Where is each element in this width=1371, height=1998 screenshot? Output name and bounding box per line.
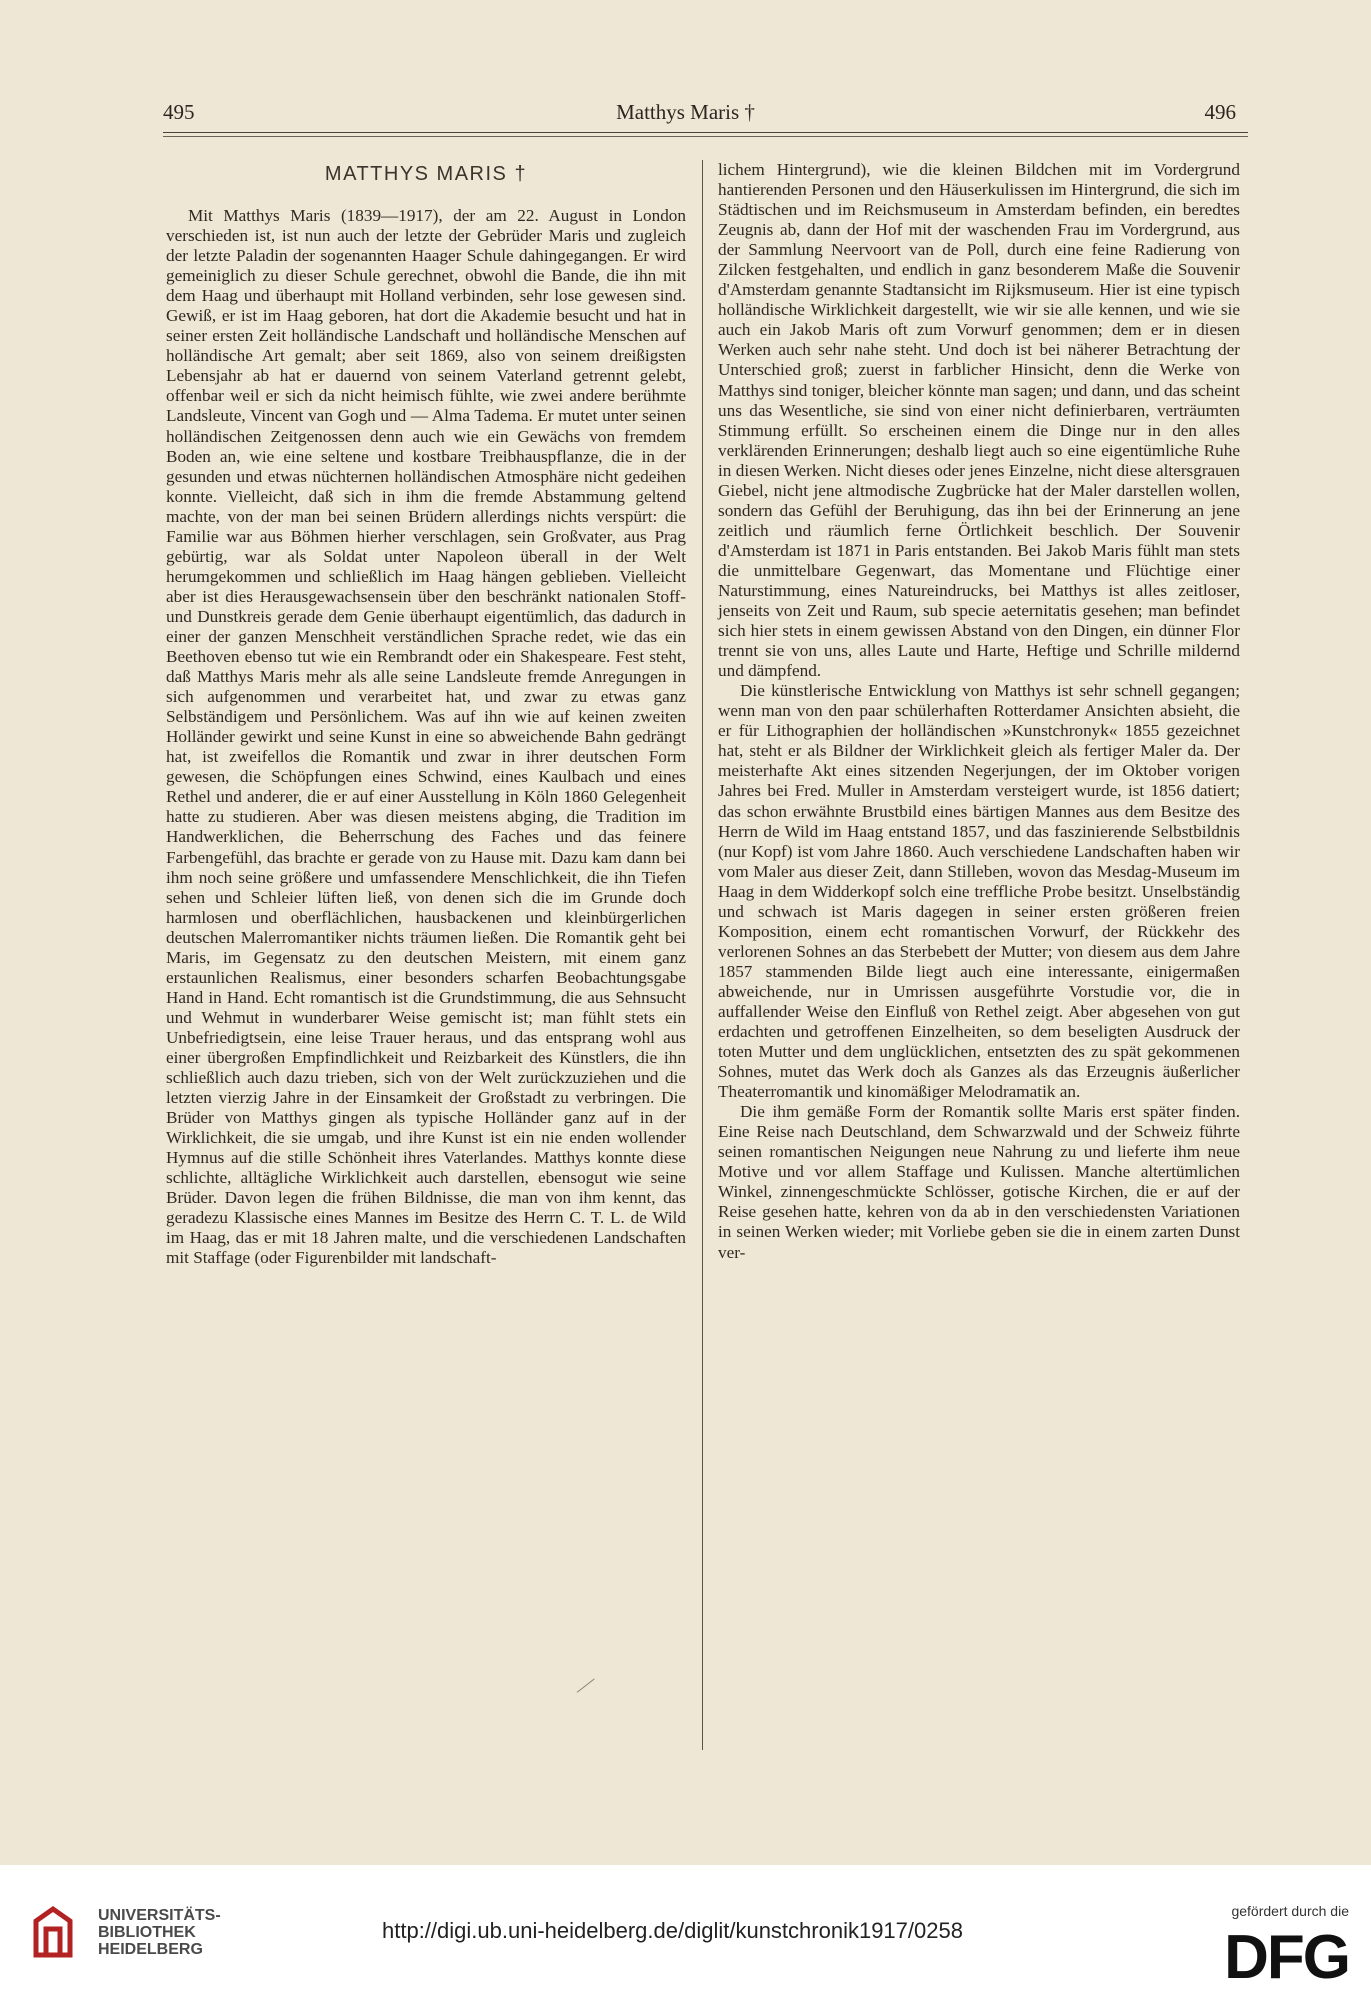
page-number-right: 496 xyxy=(1204,100,1236,124)
sponsor-caption: gefördert durch die xyxy=(1231,1903,1349,1919)
page-number-left: 495 xyxy=(163,100,195,124)
paragraph: lichem Hintergrund), wie die kleinen Bildchen mit im Vordergrund hantierenden Personen und den Häuserkulissen im Hintergrund, die sich im Städtischen und im Reichsmuseum in Amsterdam befinden, ein beredtes Zeugnis ab, dann der Hof mit der waschenden Frau im Vordergrund, aus der Sammlung Neervoort van de Poll, durch eine feine Radierung von Zilcken festgehalten, und endlich in ganz besonderem Maße die Souvenir d'Amsterdam genannte Stadtansicht im Rijksmuseum. Hier ist eine typisch holländische Wirklichkeit dargestellt, wie wir sie alle kennen, und wie sie auch ein Jakob Maris oft zum Vorwurf genommen; dem er in diesen Werken auch sehr nahe steht. Und doch ist bei näherer Betrachtung der Unterschied groß; zuerst in farblicher Hinsicht, denn die Werke von Matthys sind toniger, bleicher könnte man sagen; und dann, und das scheint uns das Wesentliche, sie sind von einer nicht definierbaren, verträumten Stimmung erfüllt. So erscheinen einem die Dinge nur in den alles verklärenden Erinnerungen; deshalb liegt auch so eine eigentümliche Ruhe in diesen Werken. Nicht dieses oder jenes Einzelne, nicht diese altersgrauen Giebel, nicht jene altmodische Zugbrücke hat der Maler darstellen wollen, sondern das Gefühl der Beruhigung, das ihn bei der Erinnerung an jene zeitlich und räumlich ferne Örtlichkeit beschlich. Der Souvenir d'Amsterdam ist 1871 in Paris entstanden. Bei Jakob Maris fühlt man stets die unmittelbare Gegenwart, das Momentane und Flüchtige einer Naturstimmung, eines Natureindrucks, bei Matthys ist alles zeitloser, jenseits von Zeit und Raum, sub specie aeternitatis gesehen; man befindet sich hier stets in einem gewissen Abstand von den Dingen, ein dünner Flor trennt sie von uns, alles Laute und Harte, Heftige und Schrille mildernd und dämpfend. xyxy=(718,160,1240,681)
running-head: Matthys Maris † xyxy=(616,100,755,124)
column-divider xyxy=(702,160,703,1750)
article-title: MATTHYS MARIS † xyxy=(324,163,528,185)
dfg-logo: DFG xyxy=(1224,1923,1349,1992)
source-url-link[interactable]: http://digi.ub.uni-heidelberg.de/diglit/kunstchronik1917/0258 xyxy=(382,1918,963,1943)
university-logo-icon xyxy=(26,1903,81,1963)
footer-bar xyxy=(0,1865,1371,1998)
university-name: UNIVERSITÄTS- BIBLIOTHEK HEIDELBERG xyxy=(98,1907,221,1958)
paragraph: Mit Matthys Maris (1839—1917), der am 22. August in London verschieden ist, ist nun auch der letzte der Gebrüder Maris und zugleich der letzte Paladin der sogenannten Haager Schule dahingegangen. Er wird gemeiniglich zu dieser Schule gerechnet, obwohl die Bande, die ihn mit dem Haag und überhaupt mit Holland verbinden, sehr lose gewesen sind. Gewiß, er ist im Haag geboren, hat dort die Akademie besucht und hat in seiner ersten Zeit holländische Landschaft und holländische Menschen auf holländische Art gemalt; aber seit 1869, also von seinem dreißigsten Lebensjahr ab hat er dauernd von seinem Vaterland getrennt gelebt, offenbar weil er sich da nicht heimisch fühlte, wie zwei andere berühmte Landsleute, Vincent van Gogh und — Alma Tadema. Er mutet unter seinen holländischen Zeitgenossen denn auch wie ein Gewächs von fremdem Boden an, wie eine seltene und kostbare Treibhauspflanze, die in der gesunden und etwas nüchternen holländischen Atmosphäre nicht gedeihen konnte. Vielleicht, daß sich in ihm die fremde Abstammung geltend machte, von der man bei seinen Brüdern allerdings nichts verspürt: die Familie war aus Böhmen hierher verschlagen, sein Großvater, aus Prag gebürtig, war als Soldat unter Napoleon überall in der Welt herumgekommen und schließlich im Haag hängen geblieben. Vielleicht aber ist dies Herausgewachsensein über den beschränkt nationalen Stoff- und Dunstkreis gerade dem Genie überhaupt eigentümlich, das dadurch in einer der ganzen Menschheit verständlichen Sprache redet, wie das ein Beethoven ebenso tut wie ein Rembrandt oder ein Shakespeare. Fest steht, daß Matthys Maris mehr als alle seine Landsleute fremde Anregungen in sich aufgenommen und verarbeitet hat, und zwar zu etwas ganz Selbständigem und Persönlichem. Was auf ihn wie auf keinen zweiten Holländer gewirkt und seine Kunst in eine so abweichende Bahn gedrängt hat, ist zweifellos die Romantik und zwar in ihrer deutschen Form gewesen, die Schöpfungen eines Schwind, eines Kaulbach und eines Rethel und anderer, die er auf einer Ausstellung in Köln 1860 Gelegenheit hatte zu studieren. Aber was diesen meistens abging, die Tradition im Handwerklichen, die Beherrschung des Faches und das feinere Farbengefühl, das brachte er gerade von zu Hause mit. Dazu kam dann bei ihm noch seine größere und umfassendere Menschlichkeit, die ihn Tiefen sehen und Schleier lüften ließ, von denen sich die im Grunde doch harmlosen und oberflächlichen, hausbackenen und kleinbürgerlichen deutschen Malerromantiker nichts träumen ließen. Die Romantik geht bei Maris, im Gegensatz zu den deutschen Meistern, mit einem ganz erstaunlichen Realismus, einer besonders scharfen Beobachtungsgabe Hand in Hand. Echt romantisch ist die Grundstimmung, die aus Sehnsucht und Wehmut in wunderbarer Weise gemischt ist; man fühlt stets ein Unbefriedigtsein, eine leise Trauer heraus, und das entsprang wohl aus einer übergroßen Empfindlichkeit und Reizbarkeit des Künstlers, die ihn schließlich auch dazu trieben, sich von der Welt zurückzuziehen und die letzten vierzig Jahre in der Einsamkeit der Großstadt zu verbringen. Die Brüder von Matthys gingen als typische Holländer ganz auf in der Wirklichkeit, die sie umgab, und ihre Kunst ist ein nie enden wollender Hymnus auf die stille Schönheit ihres Vaterlandes. Matthys konnte diese schlichte, alltägliche Wirklichkeit auch darstellen, ebensogut wie seine Brüder. Davon legen die frühen Bildnisse, die man von ihm kennt, das geradezu Klassische eines Mannes im Besitze des Herrn C. T. L. de Wild im Haag, das er mit 18 Jahren malte, und die verschiedenen Landschaften mit Staffage (oder Figurenbilder mit landschaft- xyxy=(166,206,686,1268)
paragraph: Die künstlerische Entwicklung von Matthys ist sehr schnell gegangen; wenn man von den paar schülerhaften Rotterdamer Ansichten absieht, die er für Lithographien der holländischen »Kunstchronyk« 1855 gezeichnet hat, steht er als Bildner der Wirklichkeit gleich als fertiger Maler da. Der meisterhafte Akt eines sitzenden Negerjungen, der im Oktober vorigen Jahres bei Fred. Muller in Amsterdam versteigert wurde, ist 1856 datiert; das schon erwähnte Brustbild eines bärtigen Mannes aus dem Besitze des Herrn de Wild im Haag entstand 1857, und das faszinierende Selbstbildnis (nur Kopf) ist vom Jahre 1860. Auch verschiedene Landschaften haben wir vom Maler aus dieser Zeit, dann Stilleben, wovon das Mesdag-Museum im Haag in dem Widderkopf solch eine treffliche Probe besitzt. Unselbständig und schwach ist Maris dagegen in seiner ersten größeren freien Komposition, einem echt romantischen Vorwurf, der Rückkehr des verlorenen Sohnes an das Sterbebett der Mutter; von diesem aus dem Jahre 1857 stammenden Bilde liegt auch eine interessante, einigermaßen abweichende, nur in Umrissen ausgeführte Vorstudie vor, die in auffallender Weise den Einfluß von Rethel zeigt. Aber abgesehen von gut erdachten und getroffenen Einzelheiten, so dem beseligten Ausdruck der toten Mutter und dem unglücklichen, entsetzten des zu spät gekommenen Sohnes, mutet das Werk doch als Ganzes als das Erzeugnis äußerlicher Theaterromantik und kinomäßiger Melodramatik an. xyxy=(718,681,1240,1102)
pencil-mark xyxy=(577,1678,596,1693)
left-column xyxy=(166,206,686,1268)
right-column xyxy=(718,160,1240,1263)
header-rule xyxy=(163,132,1248,133)
paragraph: Die ihm gemäße Form der Romantik sollte Maris erst später finden. Eine Reise nach Deutschland, dem Schwarzwald und der Schweiz führte seinen romantischen Neigungen neue Nahrung zu und lieferte ihm neue Motive und vor allem Staffage und Kulissen. Manche altertümlichen Winkel, zinnengeschmückte Schlösser, gotische Kirchen, die er auf der Reise gesehen hatte, kehren von da ab in den verschiedensten Variationen in seinen Werken wieder; mit Vorliebe geben sie die in einem zarten Dunst ver- xyxy=(718,1102,1240,1262)
header-rule-secondary xyxy=(163,136,1248,137)
